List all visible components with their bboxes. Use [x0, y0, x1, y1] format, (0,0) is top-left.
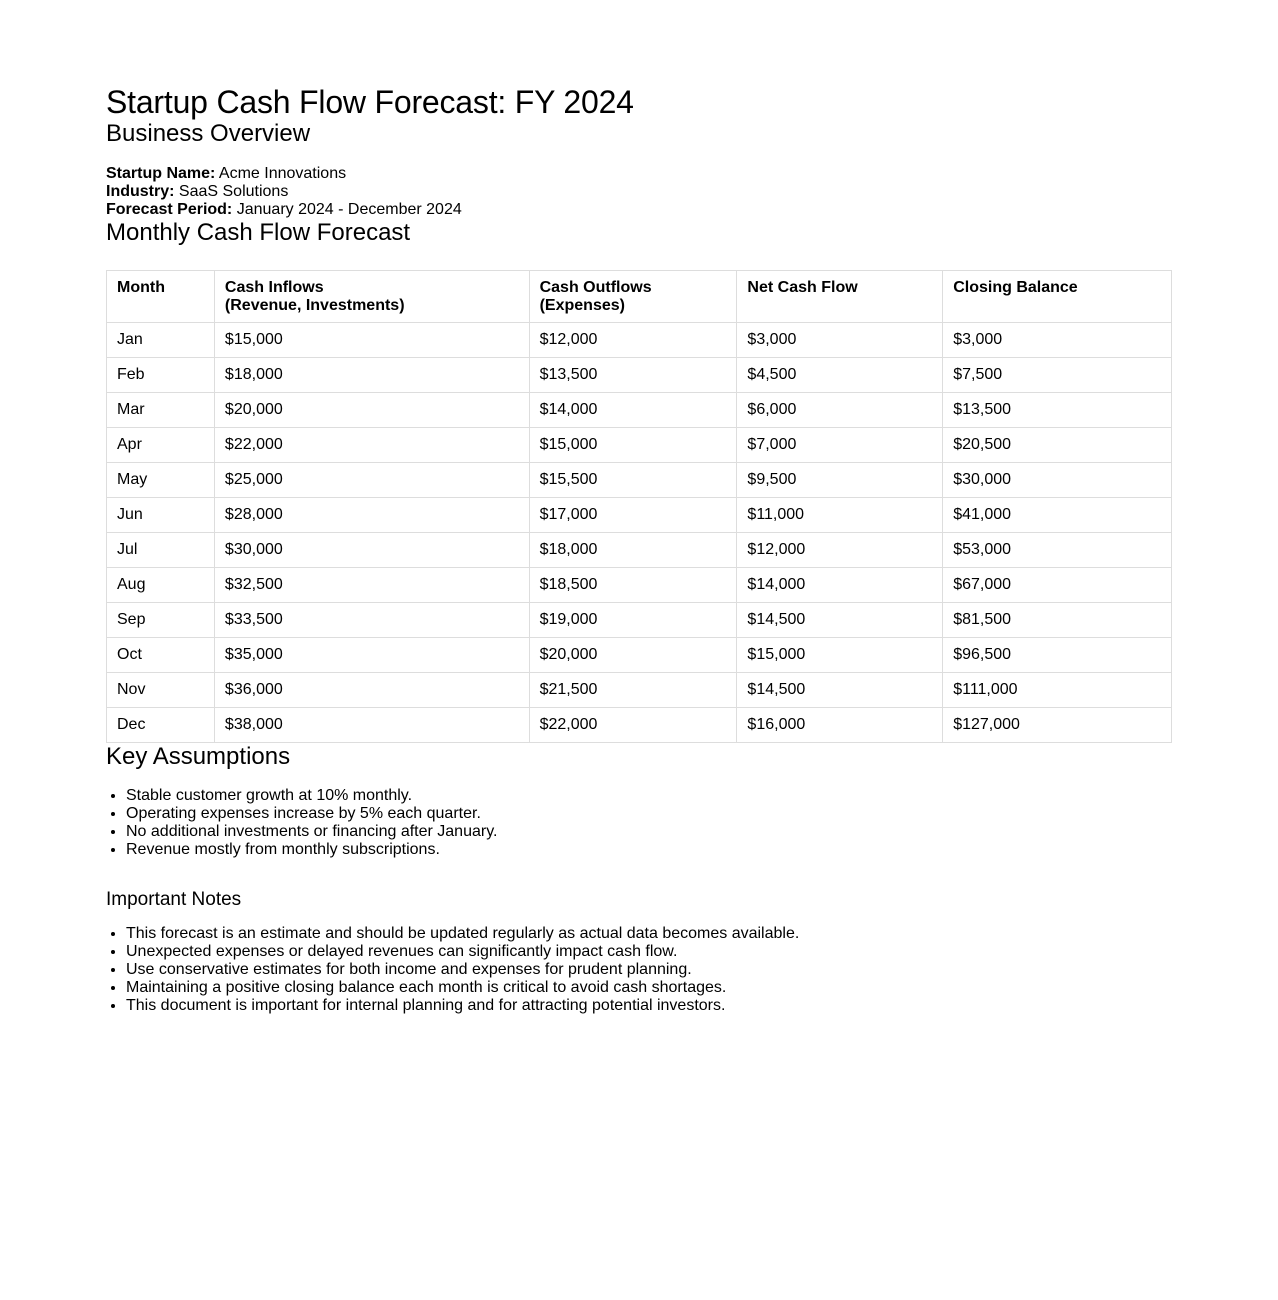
cell-cash-inflows: $28,000 [214, 498, 529, 533]
startup-name-value: Acme Innovations [218, 165, 347, 182]
cell-cash-inflows: $38,000 [214, 708, 529, 743]
cell-closing-balance: $111,000 [943, 673, 1172, 708]
column-header-net-cash-flow [737, 271, 943, 323]
cell-cash-outflows: $21,500 [529, 673, 737, 708]
table-row [107, 708, 1172, 743]
table-row [107, 463, 1172, 498]
column-header-label: Cash Inflows [224, 279, 324, 296]
cell-closing-balance: $13,500 [943, 393, 1172, 428]
table-row [107, 358, 1172, 393]
cell-cash-inflows: $32,500 [214, 568, 529, 603]
cell-closing-balance: $67,000 [943, 568, 1172, 603]
industry-row [106, 183, 1172, 201]
column-header-label: Closing Balance [953, 279, 1078, 296]
cell-cash-outflows: $18,000 [529, 533, 737, 568]
cell-net-cash-flow: $12,000 [737, 533, 943, 568]
table-row [107, 498, 1172, 533]
business-overview [106, 165, 1172, 219]
table-row [107, 428, 1172, 463]
column-header-closing-balance [943, 271, 1172, 323]
assumption-item: • Operating expenses increase by 5% each quarter. [126, 805, 1172, 823]
column-header-label: Net Cash Flow [747, 279, 858, 296]
table-row [107, 673, 1172, 708]
table-body [107, 323, 1172, 743]
cell-month: Feb [107, 358, 215, 393]
cell-cash-inflows: $30,000 [214, 533, 529, 568]
industry-value: SaaS Solutions [178, 183, 289, 200]
note-item: • This forecast is an estimate and should be updated regularly as actual data becomes available. [126, 925, 1172, 943]
business-overview-heading: Business Overview [106, 120, 311, 147]
cell-cash-outflows: $13,500 [529, 358, 737, 393]
cell-cash-inflows: $35,000 [214, 638, 529, 673]
cell-cash-inflows: $20,000 [214, 393, 529, 428]
table-row [107, 638, 1172, 673]
forecast-period-value: January 2024 - December 2024 [236, 201, 462, 218]
cell-net-cash-flow: $14,000 [737, 568, 943, 603]
table-row [107, 393, 1172, 428]
cell-month: Jul [107, 533, 215, 568]
industry-label: Industry: [106, 183, 175, 200]
cell-net-cash-flow: $6,000 [737, 393, 943, 428]
cell-net-cash-flow: $7,000 [737, 428, 943, 463]
cash-flow-table [106, 270, 1172, 743]
cell-month: Apr [107, 428, 215, 463]
cell-cash-outflows: $22,000 [529, 708, 737, 743]
cell-month: Jun [107, 498, 215, 533]
cell-cash-inflows: $36,000 [214, 673, 529, 708]
important-notes-heading: Important Notes [106, 889, 242, 910]
forecast-period-label: Forecast Period: [106, 201, 233, 218]
cell-closing-balance: $3,000 [943, 323, 1172, 358]
note-item: • Maintaining a positive closing balance each month is critical to avoid cash shortages. [126, 979, 1172, 997]
table-header-row [107, 271, 1172, 323]
column-header-label: Cash Outflows [539, 279, 652, 296]
cell-cash-inflows: $33,500 [214, 603, 529, 638]
cell-cash-outflows: $20,000 [529, 638, 737, 673]
column-header-label: Month [117, 279, 165, 296]
cell-net-cash-flow: $4,500 [737, 358, 943, 393]
cell-cash-outflows: $12,000 [529, 323, 737, 358]
cell-net-cash-flow: $9,500 [737, 463, 943, 498]
startup-name-row [106, 165, 1172, 183]
cell-net-cash-flow: $14,500 [737, 603, 943, 638]
cell-net-cash-flow: $14,500 [737, 673, 943, 708]
monthly-forecast-heading: Monthly Cash Flow Forecast [106, 219, 411, 246]
cell-closing-balance: $7,500 [943, 358, 1172, 393]
cell-cash-outflows: $14,000 [529, 393, 737, 428]
cell-cash-inflows: $15,000 [214, 323, 529, 358]
column-header-cash-outflows [529, 271, 737, 323]
cell-cash-outflows: $15,500 [529, 463, 737, 498]
column-header-sublabel: (Revenue, Investments) [224, 297, 405, 314]
table-row [107, 533, 1172, 568]
cell-month: Sep [107, 603, 215, 638]
cell-cash-outflows: $17,000 [529, 498, 737, 533]
table-row [107, 603, 1172, 638]
cell-month: Aug [107, 568, 215, 603]
cell-net-cash-flow: $15,000 [737, 638, 943, 673]
cell-month: Mar [107, 393, 215, 428]
cell-cash-outflows: $15,000 [529, 428, 737, 463]
column-header-cash-inflows [214, 271, 529, 323]
cell-net-cash-flow: $3,000 [737, 323, 943, 358]
cell-closing-balance: $127,000 [943, 708, 1172, 743]
cell-closing-balance: $96,500 [943, 638, 1172, 673]
note-item: • Use conservative estimates for both income and expenses for prudent planning. [126, 961, 1172, 979]
note-item: • This document is important for internal planning and for attracting potential investors. [126, 997, 1172, 1015]
cell-closing-balance: $30,000 [943, 463, 1172, 498]
cell-month: Nov [107, 673, 215, 708]
cell-cash-inflows: $25,000 [214, 463, 529, 498]
cell-closing-balance: $41,000 [943, 498, 1172, 533]
note-item: • Unexpected expenses or delayed revenues can significantly impact cash flow. [126, 943, 1172, 961]
cell-closing-balance: $20,500 [943, 428, 1172, 463]
cell-month: May [107, 463, 215, 498]
table-row [107, 323, 1172, 358]
cell-net-cash-flow: $16,000 [737, 708, 943, 743]
cell-cash-inflows: $22,000 [214, 428, 529, 463]
cell-cash-inflows: $18,000 [214, 358, 529, 393]
key-assumptions-heading: Key Assumptions [106, 743, 291, 770]
column-header-month [107, 271, 215, 323]
assumption-item: • Stable customer growth at 10% monthly. [126, 787, 1172, 805]
cell-closing-balance: $53,000 [943, 533, 1172, 568]
cell-cash-outflows: $18,500 [529, 568, 737, 603]
key-assumptions-list [106, 787, 1172, 859]
important-notes-list [106, 925, 1172, 1015]
forecast-period-row [106, 201, 1172, 219]
startup-name-label: Startup Name: [106, 165, 216, 182]
column-header-sublabel: (Expenses) [539, 297, 625, 314]
assumption-item: • No additional investments or financing after January. [126, 823, 1172, 841]
cell-net-cash-flow: $11,000 [737, 498, 943, 533]
cell-cash-outflows: $19,000 [529, 603, 737, 638]
page-title: Startup Cash Flow Forecast: FY 2024 [106, 84, 634, 120]
cell-closing-balance: $81,500 [943, 603, 1172, 638]
assumption-item: • Revenue mostly from monthly subscriptions. [126, 841, 1172, 859]
cell-month: Dec [107, 708, 215, 743]
cell-month: Jan [107, 323, 215, 358]
cell-month: Oct [107, 638, 215, 673]
table-row [107, 568, 1172, 603]
